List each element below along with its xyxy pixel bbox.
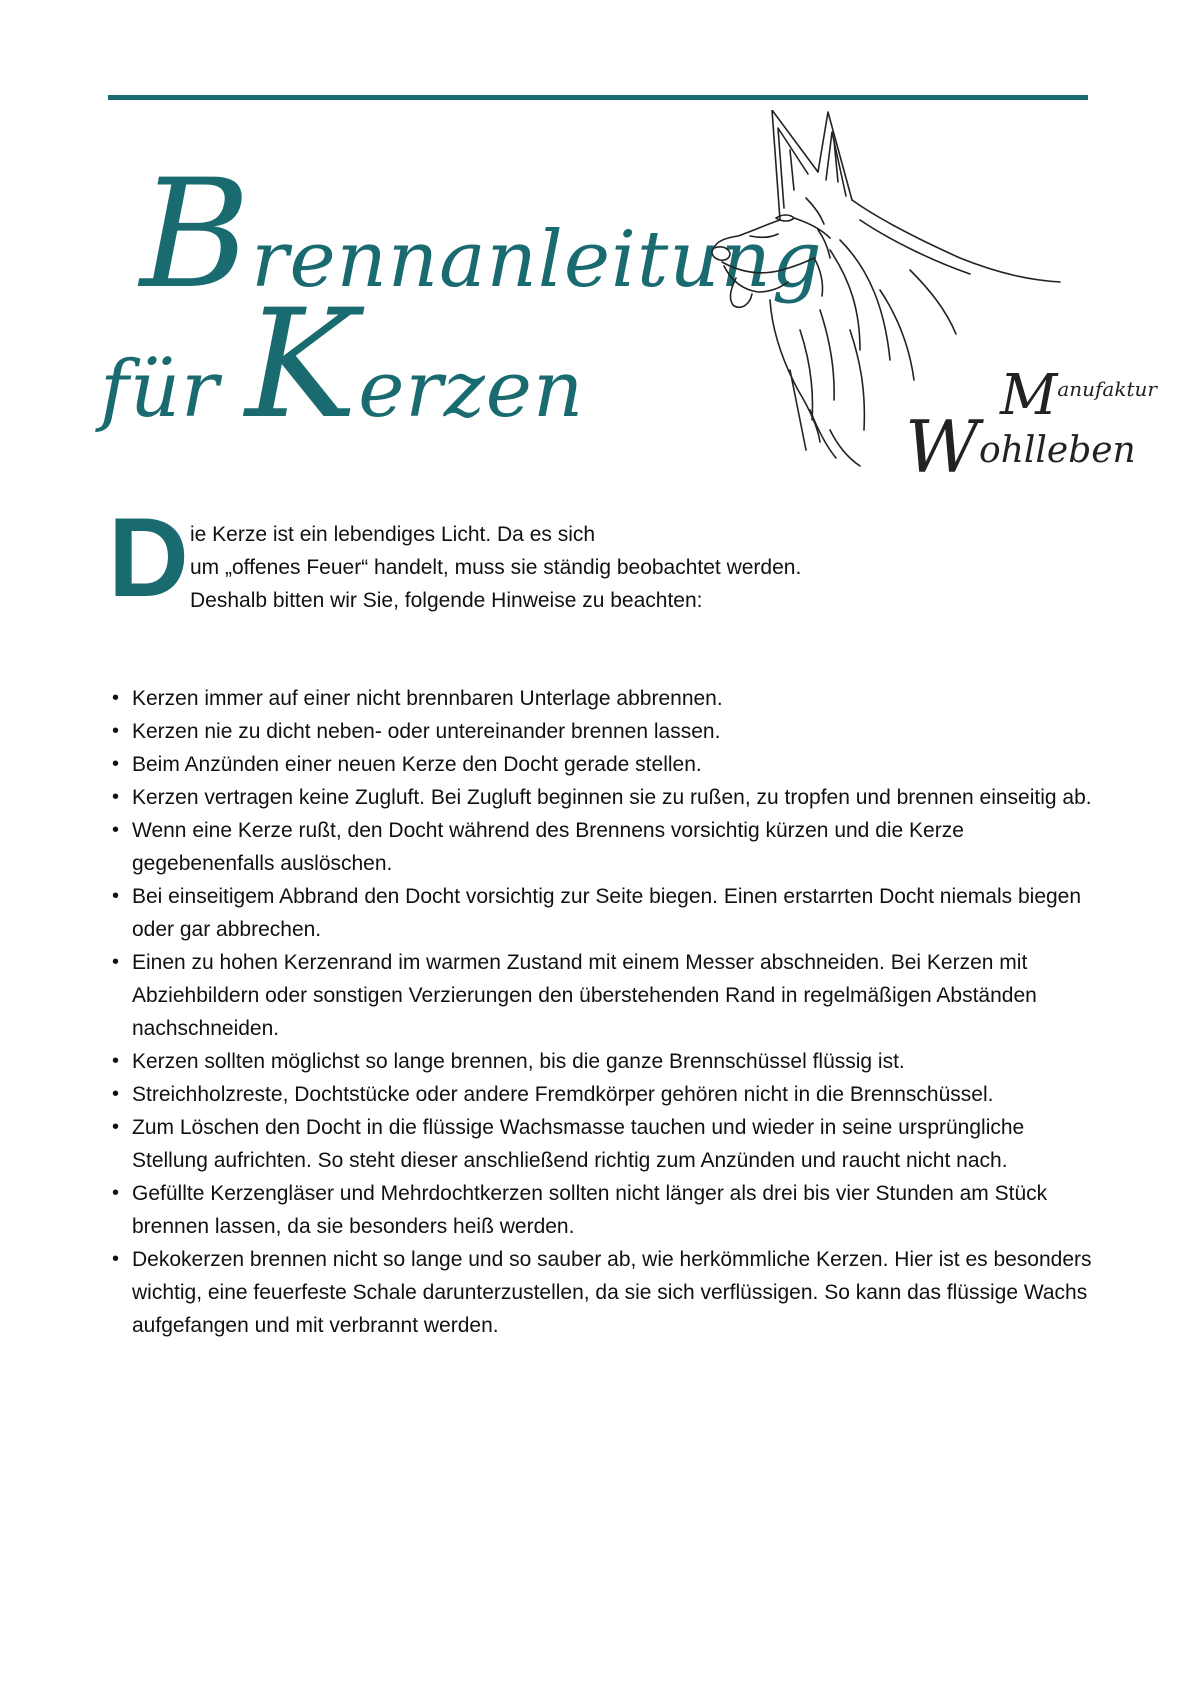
title-rest-1: rennanleitung [251, 215, 823, 305]
list-item: • Kerzen nie zu dicht neben- oder untereinander brennen lassen. [112, 715, 1092, 748]
intro-line: Deshalb bitten wir Sie, folgende Hinweise zu beachten: [190, 589, 703, 612]
drop-cap: D [108, 495, 189, 620]
list-item: • Gefüllte Kerzengläser und Mehrdochtkerzen sollten nicht länger als drei bis vier Stunden am Stück brennen lassen, da sie besonders heiß werden. [112, 1177, 1092, 1243]
instruction-list [112, 682, 1092, 1342]
title-rest-2: erzen [358, 345, 585, 435]
list-item: • Kerzen vertragen keine Zugluft. Bei Zugluft beginnen sie zu rußen, zu tropfen und brennen einseitig ab. [112, 781, 1092, 814]
list-item: • Beim Anzünden einer neuen Kerze den Docht gerade stellen. [112, 748, 1092, 781]
title-initial-k: K [245, 278, 359, 452]
document-title [100, 140, 823, 452]
brand-initial-m: M [1000, 363, 1058, 428]
intro-lines [190, 518, 801, 617]
brand-top-rest: anufaktur [1057, 377, 1157, 401]
intro-line: ie Kerze ist ein lebendiges Licht. Da es sich [190, 523, 596, 546]
list-item: • Streichholzreste, Dochtstücke oder andere Fremdkörper gehören nicht in die Brennschüssel. [112, 1078, 1092, 1111]
title-initial-b: B [140, 148, 252, 322]
brand-bottom-line [905, 405, 1136, 489]
list-item: • Zum Löschen den Docht in die flüssige Wachsmasse tauchen und wieder in seine ursprüngliche Stellung aufrichten. So steht dieser anschließend richtig zum Anzünden und raucht nicht nach. [112, 1111, 1092, 1177]
brand-logo [905, 355, 1157, 489]
brand-bottom-rest: ohlleben [979, 430, 1136, 471]
list-item: • Bei einseitigem Abbrand den Docht vorsichtig zur Seite biegen. Einen erstarrten Docht niemals biegen oder gar abbrechen. [112, 880, 1092, 946]
title-line-2 [100, 278, 585, 452]
list-item: • Dekokerzen brennen nicht so lange und so sauber ab, wie herkömmliche Kerzen. Hier ist es besonders wichtig, eine feuerfeste Schale darunterzustellen, da sie sich verflüssigen. So kann das flüssige Wachs aufgefangen und mit verbrannt werden. [112, 1243, 1092, 1342]
list-item: • Einen zu hohen Kerzenrand im warmen Zustand mit einem Messer abschneiden. Bei Kerzen mit Abziehbildern oder sonstigen Verzierungen den überstehenden Rand in regelmäßigen Abständen nachschneiden. [112, 946, 1092, 1045]
intro-paragraph [108, 495, 1008, 620]
brand-initial-w: W [905, 405, 980, 489]
list-item: • Kerzen sollten möglichst so lange brennen, bis die ganze Brennschüssel flüssig ist. [112, 1045, 1092, 1078]
list-item: • Wenn eine Kerze rußt, den Docht während des Brennens vorsichtig kürzen und die Kerze gegebenenfalls auslöschen. [112, 814, 1092, 880]
top-rule [108, 95, 1088, 100]
intro-line: um „offenes Feuer“ handelt, muss sie ständig beobachtet werden. [190, 556, 802, 579]
list-item: • Kerzen immer auf einer nicht brennbaren Unterlage abbrennen. [112, 682, 1092, 715]
title-prefix-2: für [100, 345, 246, 435]
